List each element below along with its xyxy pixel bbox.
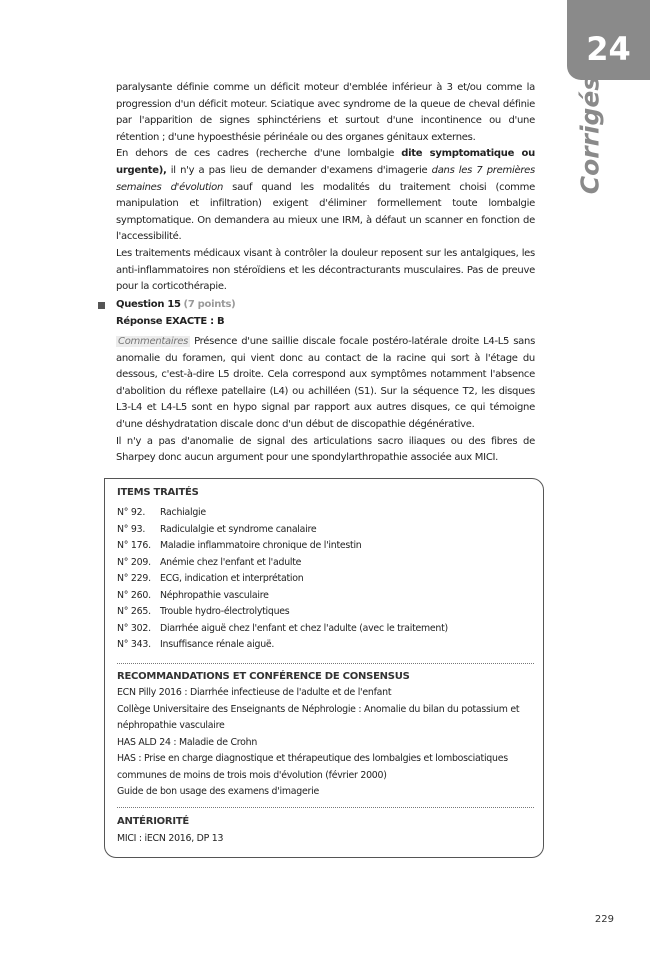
reco-line: ECN Pilly 2016 : Diarrhée infectieuse de l'adulte et de l'enfant <box>117 687 392 698</box>
question-title <box>116 297 235 314</box>
item-number: N° 229. <box>117 573 151 584</box>
intro-paragraph-1: paralysante définie comme un déficit moteur d'emblée inférieur à 3 et/ou comme la progression d'un déficit moteur. Sciatique avec syndrome de la queue de cheval définie par l'apparition de signes sphinctériens et surtout d'une incontinence ou d'une rétention ; d'une hypoesthésie périnéale ou des organes génitaux externes. <box>116 82 535 143</box>
item-number: N° 260. <box>117 589 151 601</box>
reco-heading: RECOMMANDATIONS ET CONFÉRENCE DE CONSENSUS <box>117 671 410 682</box>
items-heading: ITEMS TRAITÉS <box>117 487 199 498</box>
item-label: Insuffisance rénale aiguë. <box>160 639 275 650</box>
item-label: Radiculalgie et syndrome canalaire <box>160 523 317 535</box>
item-number: N° 93. <box>117 523 146 535</box>
question-points: (7 points) <box>183 299 236 310</box>
item-label: Trouble hydro-électrolytiques <box>160 606 290 617</box>
item-label: Diarrhée aiguë chez l'enfant et chez l'adulte (avec le traitement) <box>160 622 448 634</box>
question-answer: Réponse EXACTE : B <box>116 316 225 327</box>
chapter-number: 24 <box>586 30 631 68</box>
intro-paragraph-3: Les traitements médicaux visant à contrôler la douleur reposent sur les antalgiques, les anti-inflammatoires non stéroïdiens et les décontracturants musculaires. Pas de preuve pour la corticothérapie. <box>116 247 535 293</box>
item-label: ECG, indication et interprétation <box>160 573 304 584</box>
section-divider <box>117 807 534 808</box>
anteriority-heading: ANTÉRIORITÉ <box>117 816 190 827</box>
item-number: N° 302. <box>117 622 151 634</box>
section-divider <box>117 663 534 664</box>
item-number: N° 209. <box>117 556 151 568</box>
intro-p2-bold: dite symptomatique ou urgente), <box>116 148 535 176</box>
reco-line: Guide de bon usage des examens d'imagerie <box>117 786 319 797</box>
item-number: N° 343. <box>117 639 151 650</box>
item-label: Rachialgie <box>160 507 206 518</box>
comment-text <box>116 334 535 467</box>
question-number: Question 15 <box>116 299 181 310</box>
intro-paragraph-2 <box>116 146 535 246</box>
item-number: N° 176. <box>117 540 151 551</box>
intro-text <box>116 80 535 296</box>
question-bullet <box>98 302 105 309</box>
section-title-text: Corrigés <box>575 75 605 195</box>
comment-paragraph-1 <box>116 334 535 434</box>
intro-p2-start: En dehors de ces cadres (recherche d'une lombalgie <box>116 148 402 160</box>
anteriority-text: MICI : iECN 2016, DP 13 <box>117 833 224 844</box>
reco-line: Collège Universitaire des Enseignants de Néphrologie : Anomalie du bilan du potassium et <box>117 703 520 715</box>
chapter-tab <box>567 0 650 80</box>
item-label: Anémie chez l'enfant et l'adulte <box>160 556 302 568</box>
reco-line: HAS : Prise en charge diagnostique et thérapeutique des lombalgies et lombosciatiques <box>117 753 508 764</box>
reco-line: communes de moins de trois mois d'évolution (février 2000) <box>117 769 387 781</box>
item-number: N° 92. <box>117 507 146 518</box>
comment-label: Commentaires <box>118 336 189 347</box>
reco-line: HAS ALD 24 : Maladie de Crohn <box>117 736 258 748</box>
item-label: Néphropathie vasculaire <box>160 589 269 601</box>
comment-paragraph-2: Il n'y a pas d'anomalie de signal des articulations sacro iliaques ou des fibres de Sharpey donc aucun argument pour une spondylarthropathie associée aux MICI. <box>116 435 535 464</box>
item-label: Maladie inflammatoire chronique de l'intestin <box>160 540 362 551</box>
intro-p2-end: sauf quand les modalités du traitement choisi (comme manipulation et infiltration) exigent d'éliminer formellement toute lombalgie symptomatique. On demandera au mieux une IRM, à défaut un scanner en fonction de l'accessibilité. <box>116 181 535 243</box>
reco-line: néphropathie vasculaire <box>117 720 225 731</box>
intro-p2-italic: dans les 7 premières semaines d'évolution <box>116 164 535 193</box>
summary-box <box>104 478 544 858</box>
item-number: N° 265. <box>117 606 151 617</box>
page-number: 229 <box>594 914 614 925</box>
section-title <box>575 75 605 195</box>
comment-p1-body: Présence d'une saillie discale focale postéro-latérale droite L4-L5 sans anomalie du foramen, qui vient donc au contact de la racine qui sort à l'étage du dessous, c'est-à-dire L5 droite. Cela correspond aux symptômes notamment l'absence d'abolition du réflexe patellaire (L4) ou achilléen (S1). Sur la séquence T2, les disques L3-L4 et L4-L5 sont en hypo signal par rapport aux autres disques, ce qui témoigne d'une déshydratation discale donc d'un début de discopathie dégénérative. <box>116 336 535 430</box>
intro-p2-middle: il n'y a pas lieu de demander d'examens d'imagerie <box>166 164 432 176</box>
